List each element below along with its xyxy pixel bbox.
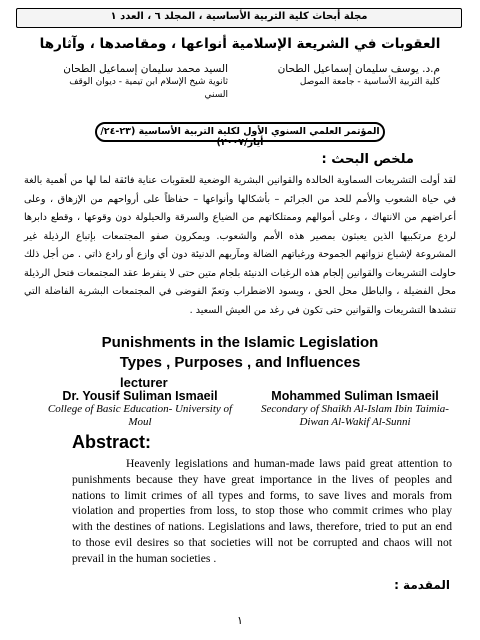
- english-title-line2: Types , Purposes , and Influences: [119, 354, 361, 371]
- abstract-text: Heavenly legislations and human-made laws paid great attention to punishments because they have great importance in the lives of peoples and nations to limit crimes of all types and forms, to save lives and morals from violation and properties from loss, to stop those who commit crimes who play with the destines of nations. Legislations and laws, therefore, tried to put an end to those evil desires so that societies will not be corrupted and chaos will not prevail in the human societies .: [72, 457, 452, 565]
- arabic-author-2-name: السيد محمد سليمان إسماعيل الطحان: [63, 63, 228, 75]
- abstract-heading: Abstract:: [72, 432, 152, 452]
- english-title-line1: Punishments in the Islamic Legislation: [101, 334, 379, 351]
- journal-header-text: مجلة أبحاث كلية التربية الأساسية ، المجلد ٦ ، العدد ١: [110, 11, 368, 22]
- arabic-author-1-affiliation: كلية التربية الأساسية - جامعة الموصل: [299, 77, 440, 87]
- abstract-body: [72, 456, 452, 567]
- lecturer-label: lecturer: [120, 375, 168, 390]
- english-author-1-affiliation: College of Basic Education- University of Moul: [47, 403, 233, 428]
- arabic-title: العقوبات في الشريعة الإسلامية أنواعها ، ومقاصدها ، وآثارها: [39, 36, 441, 52]
- arabic-author-2: [48, 63, 228, 102]
- page-number: ١: [237, 614, 243, 627]
- english-author-2: [255, 389, 455, 429]
- english-author-1: [40, 389, 240, 429]
- arabic-abstract-body: لقد أولت التشريعات السماوية الخالدة والقوانين البشرية الوضعية للعقوبات عناية فائقة لما لها من أهمية بالغة في حياة الشعوب والأمم للحد من الجرائم – بأشكالها وأنواعها – حفاظاً على أرواحهم من الإزهاق ، وعلى أعراضهم من الانتهاك ، وعلى أموالهم وممتلكاتهم من الضياع والسرقة والحيلولة دون وقوعها ، وقطع دابرها لردع مرتكبيها الذين يعبثون بمصير هذه الأمم والشعوب. ويمكرون صفو المجتمعات بإتباع الرذيلة غير المشروعة لإشباع نزواتهم الجموحة ورغباتهم الضالة ومآربهم الدنيئة دون أي وازع أو رادع ذاتي . من أجل ذلك حاولت التشريعات والقوانين إلجام هذه الرغبات الدنيئة بلجام متين حتى لا ينفرط عقد المجتمعات فتحل الرذيلة محل الفضيلة ، والباطل محل الحق ، ويسود الاضطراب وتعمّ الفوضى في المجتمعات البشرية الفاضلة التي تنشدها التشريعات والقوانين حتى تكون في رغد من العيش السعيد .: [24, 175, 456, 316]
- journal-header: [16, 8, 462, 28]
- conference-text: المؤتمر العلمي السنوي الأول لكلية التربية الأساسية (٢٣-٢٤/أيار/٢٠٠٧): [100, 126, 380, 148]
- arabic-author-1: [260, 63, 440, 89]
- arabic-author-2-affiliation: ثانوية شيخ الإسلام ابن تيمية - ديوان الوقف السني: [69, 77, 228, 100]
- arabic-author-1-name: م.د. يوسف سليمان إسماعيل الطحان: [277, 63, 440, 75]
- introduction-heading: المقدمة :: [394, 578, 450, 592]
- english-author-2-name: Mohammed Suliman Ismaeil: [271, 389, 439, 403]
- arabic-abstract-heading: ملخص البحث :: [321, 152, 414, 167]
- conference-box: [95, 122, 385, 148]
- english-author-1-name: Dr. Yousif Suliman Ismaeil: [62, 389, 218, 403]
- english-author-2-affiliation: Secondary of Shaikh Al-Islam Ibin Taimia- Diwan Al-Wakif Al-Sunni: [261, 403, 449, 428]
